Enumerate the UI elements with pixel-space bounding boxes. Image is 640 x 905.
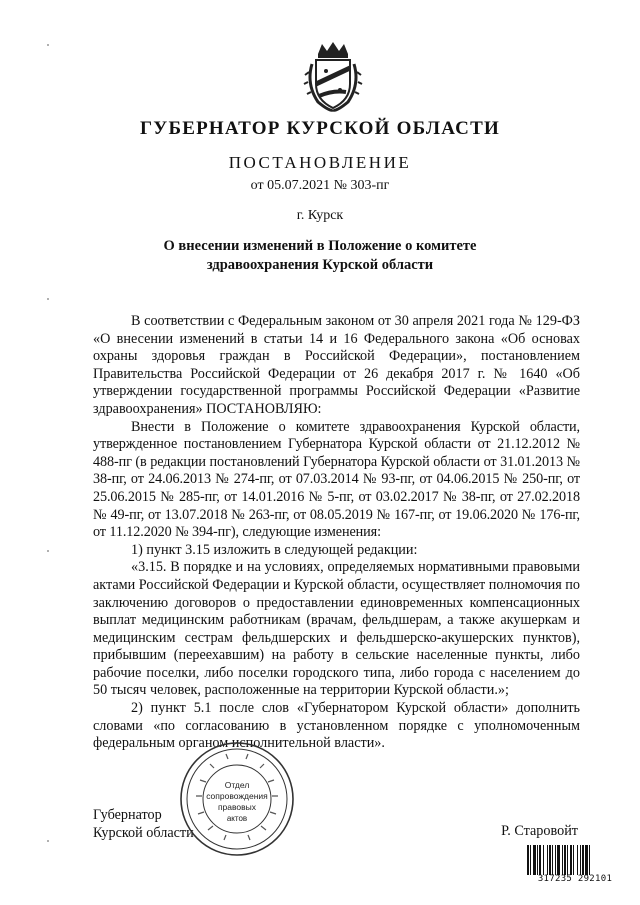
signer-name: Р. Старовойт (501, 823, 578, 839)
barcode-bar (533, 845, 536, 875)
barcode-bar (567, 845, 568, 875)
barcode-bar (585, 845, 588, 875)
barcode-bar (549, 845, 551, 875)
stamp-line-4: актов (226, 814, 248, 823)
stamp-line-3: правовых (217, 802, 257, 812)
barcode-bar (562, 845, 563, 875)
barcode (526, 845, 624, 875)
barcode-bar (557, 845, 560, 875)
department-stamp (178, 740, 296, 858)
document-body (93, 313, 580, 753)
paragraph-item-1: 1) пункт 3.15 изложить в следующей редакции: (131, 541, 418, 558)
stamp-line-2: сопровождения (206, 791, 268, 801)
paragraph-preamble: В соответствии с Федеральным законом от 30 апреля 2021 года № 129-ФЗ «О внесении изменений в статьи 14 и 16 Федерального закона «Об основах охраны здоровья граждан в Российской Федерации», постановлением Правительства Российской Федерации от 26 декабря 2017 г. № 1640 «Об утверждении государственной программы Российской Федерации «Развитие здравоохранения» ПОСТАНОВЛЯЮ: (93, 313, 580, 417)
barcode-bar (589, 845, 590, 875)
coat-of-arms-icon (302, 40, 364, 112)
barcode-bar (582, 845, 584, 875)
scan-speck (47, 550, 49, 552)
paragraph-amendment-intro: Внести в Положение о комитете здравоохранения Курской области, утвержденное постановлением Губернатора Курской области от 21.12.2012 № 488-пг (в редакции постановлений Губернатора Курской области от 31.01.2013 № 38-пг, от 24.06.2013 № 274-пг, от 07.03.2014 № 93-пг, от 04.06.2015 № 250-пг, от 25.06.2015 № 285-пг, от 14.01.2016 № 5-пг, от 03.02.2017 № 38-пг, от 27.02.2018 № 49-пг, от 13.07.2018 № 263-пг, от 08.05.2019 № 167-пг, от 19.06.2020 № 176-пг, от 11.12.2020 № 394-пг), следующие изменения: (93, 418, 580, 541)
signer-position-line-2: Курской области (93, 825, 194, 841)
barcode-bar (580, 845, 581, 875)
barcode-number: 317235 292101 (537, 874, 613, 884)
barcode-bar (573, 845, 574, 875)
barcode-bar (543, 845, 544, 875)
barcode-bar (564, 845, 566, 875)
document-date-number: от 05.07.2021 № 303-пг (250, 178, 390, 193)
barcode-bar (530, 845, 531, 875)
subject-line-1: О внесении изменений в Положение о комитете (163, 238, 477, 254)
barcode-bar (570, 845, 572, 875)
barcode-bar (577, 845, 578, 875)
barcode-bar (547, 845, 548, 875)
scan-speck (47, 44, 49, 46)
barcode-bar (555, 845, 556, 875)
paragraph-item-2: 2) пункт 5.1 после слов «Губернатором Курской области» дополнить словами «по согласованию в установленном порядке с уполномоченным федеральным органом исполнительной власти». (93, 700, 580, 752)
scan-speck (47, 298, 49, 300)
stamp-line-1: Отдел (224, 780, 250, 790)
document-subject (0, 237, 640, 275)
barcode-bar (537, 845, 538, 875)
signer-position-line-1: Губернатор (93, 807, 162, 823)
barcode-bar (552, 845, 553, 875)
governor-title: ГУБЕРНАТОР КУРСКОЙ ОБЛАСТИ (140, 118, 500, 139)
document-city: г. Курск (296, 208, 344, 223)
scan-speck (47, 840, 49, 842)
barcode-bar (539, 845, 541, 875)
subject-line-2: здравоохранения Курской области (206, 257, 434, 273)
paragraph-item-3-15: «3.15. В порядке и на условиях, определяемых нормативными правовыми актами Российской Федерации и Курской области, осуществляет полномочия по заключению договоров о предоставлении единовременных компенсационных выплат медицинским работникам (врачам, фельдшерам, а также акушеркам и медицинским сестрам фельдшерских и фельдшерско-акушерских пунктов), прибывшим (переехавшим) на работу в сельские населенные пункты, либо рабочие поселки, либо поселки городского типа, либо города с населением до 50 тысяч человек, расположенные на территории Курской области.»; (93, 559, 580, 699)
barcode-bar (527, 845, 529, 875)
document-type: ПОСТАНОВЛЕНИЕ (228, 153, 412, 172)
